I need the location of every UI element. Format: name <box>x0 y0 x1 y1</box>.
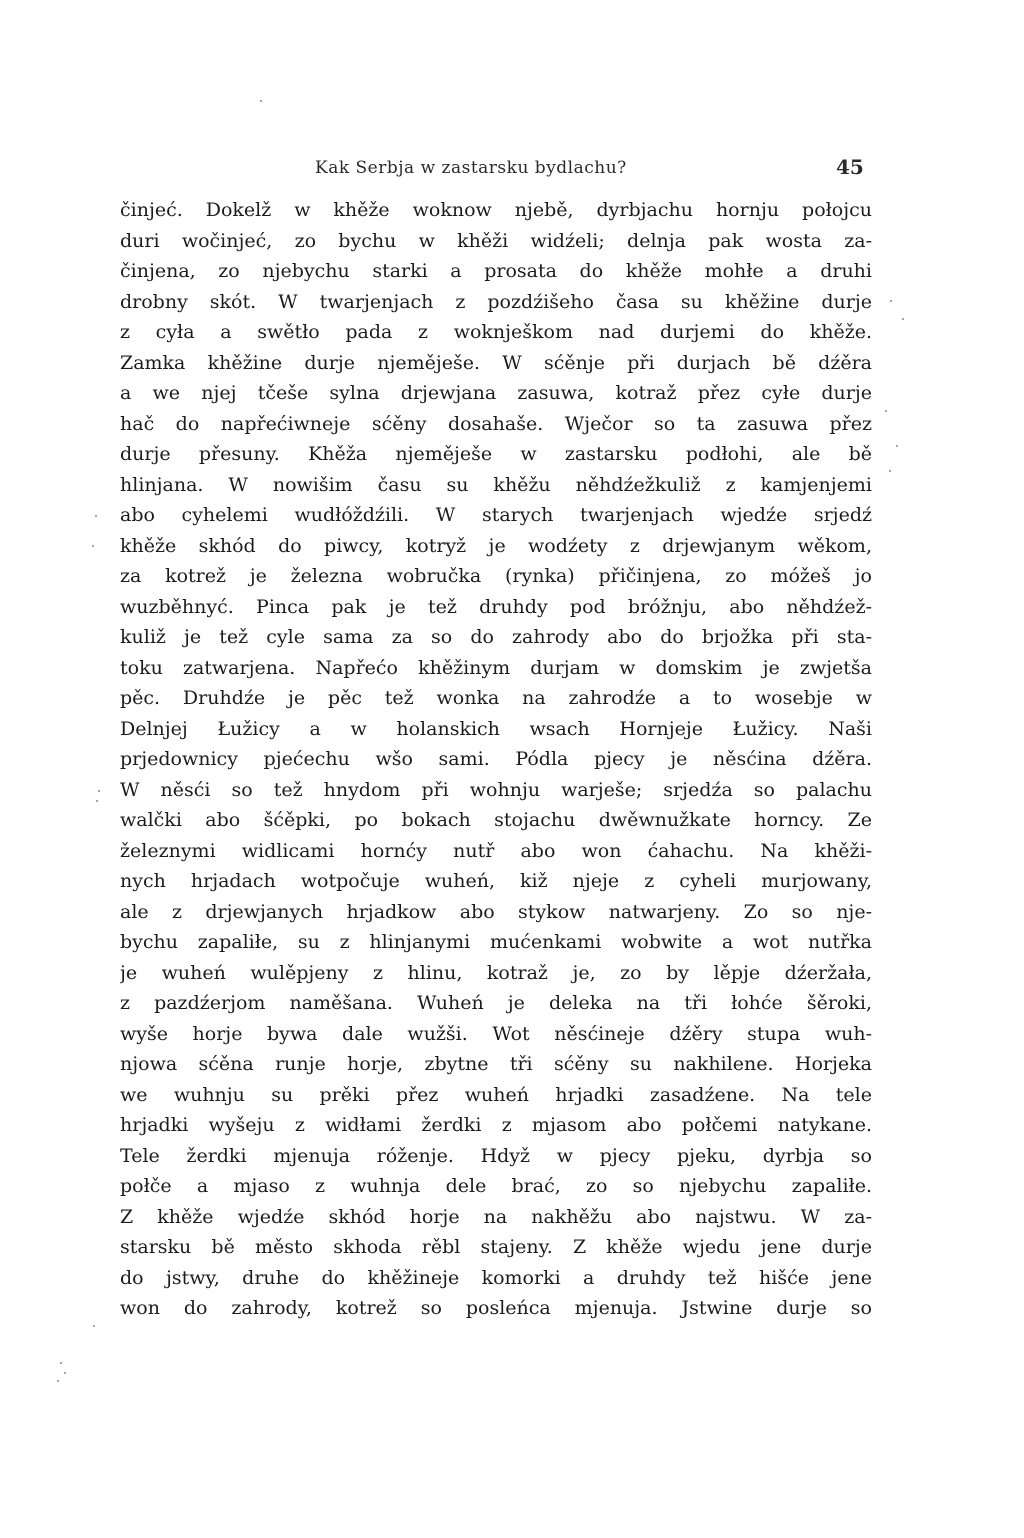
text-line: wyše horje bywa dale wužši. Wot něsćineje dźěry stupa wuh- <box>120 1022 872 1045</box>
text-line: walčki abo šćěpki, po bokach stojachu dwěwnužkate horncy. Ze <box>120 809 872 831</box>
scan-speck <box>98 790 100 792</box>
text-line: toku zatwarjena. Napřećo khěžinym durjam w domskim je zwjetša <box>120 656 872 679</box>
text-line: prjedownicy pjećechu wšo sami. Pódla pjecy je něsćina dźěra. <box>120 748 872 770</box>
page-number: 45 <box>836 155 864 179</box>
text-line: ale z drjewjanych hrjadkow abo stykow natwarjeny. Zo so nje- <box>120 900 872 923</box>
text-line: starsku bě město skhoda rěbl stajeny. Z khěže wjedu jene durje <box>120 1236 872 1258</box>
text-line: bychu zapaliłe, su z hlinjanymi mućenkami wobwite a wot nutřka <box>120 931 872 953</box>
text-line: we wuhnju su prěki přez wuheń hrjadki zasadźene. Na tele <box>120 1083 872 1106</box>
text-line: wuzběhnyć. Pinca pak je tež druhdy pod bróžnju, abo něhdźež- <box>120 595 872 618</box>
scan-speck <box>96 800 98 802</box>
scan-speck <box>93 1325 95 1327</box>
scan-speck <box>64 1372 66 1374</box>
text-line: khěže skhód do piwcy, kotryž je wodźety z drjewjanym wěkom, <box>120 534 872 557</box>
scan-speck <box>95 515 97 517</box>
text-line: Zamka khěžine durje njeměješe. W sćěnje při durjach bě dźěra <box>120 351 872 374</box>
text-line: abo cyhelemi wudłóždźili. W starych twarjenjach wjedźe srjedź <box>120 504 872 526</box>
text-line: won do zahrody, kotrež so posleńca mjenuja. Jstwine durje so <box>120 1297 872 1319</box>
body-text <box>120 195 872 1324</box>
text-line: kuliž je tež cyle sama za so do zahrody abo do brjožka při sta- <box>120 626 872 648</box>
text-line: połče a mjaso z wuhnja dele brać, zo so njebychu zapaliłe. <box>120 1175 872 1197</box>
scan-speck <box>92 545 94 547</box>
text-line: duri wočinjeć, zo bychu w khěži widźeli; delnja pak wosta za- <box>120 229 872 252</box>
scan-speck <box>885 410 887 412</box>
text-line: pěc. Druhdźe je pěc tež wonka na zahrodźe a to wosebje w <box>120 687 872 709</box>
scan-speck <box>57 1380 59 1382</box>
text-line: železnymi widlicami hornćy nutř abo won ćahachu. Na khěži- <box>120 839 872 862</box>
text-line: hrjadki wyšeju z widłami žerdki z mjasom abo połčemi natykane. <box>120 1114 872 1136</box>
text-line: nych hrjadach wotpočuje wuheń, kiž njeje z cyheli murjowany, <box>120 870 872 892</box>
text-line: njowa sćěna runje horje, zbytne tři sćěny su nakhilene. Horjeka <box>120 1053 872 1075</box>
scan-speck <box>896 445 898 447</box>
text-line: z cyła a swětło pada z woknješkom nad durjemi do khěže. <box>120 321 872 343</box>
text-line: Delnjej Łužicy a w holanskich wsach Hornjeje Łužicy. Naši <box>120 717 872 740</box>
text-line: W něsći so tež hnydom při wohnju warješe; srjedźa so palachu <box>120 778 872 801</box>
text-line: hač do napřećiwneje sćěny dosahaše. Wječor so ta zasuwa přez <box>120 412 872 435</box>
text-line: Tele žerdki mjenuja róženje. Hdyž w pjecy pjeku, dyrbja so <box>120 1144 872 1167</box>
text-line: za kotrež je železna wobručka (rynka) přičinjena, zo móžeš jo <box>120 565 872 587</box>
text-line: je wuheń wulěpjeny z hlinu, kotraž je, zo by lěpje dźeržała, <box>120 961 872 984</box>
running-title: Kak Serbja w zastarsku bydlachu? <box>315 158 627 178</box>
text-line: z pazdźerjom naměšana. Wuheń je deleka na tři łohće šěroki, <box>120 992 872 1014</box>
text-line: činjena, zo njebychu starki a prosata do khěže mohłe a druhi <box>120 260 872 282</box>
text-line: durje přesuny. Khěža njeměješe w zastarsku podłohi, ale bě <box>120 443 872 465</box>
text-line: do jstwy, druhe do khěžineje komorki a druhdy tež hišće jene <box>120 1266 872 1289</box>
scan-speck <box>890 300 892 302</box>
text-line: hlinjana. W nowišim času su khěžu něhdźežkuliž z kamjenjemi <box>120 473 872 496</box>
scan-speck <box>889 470 891 472</box>
scan-speck <box>60 1362 62 1364</box>
scan-speck <box>260 100 262 102</box>
text-line: činjeć. Dokelž w khěže woknow njebě, dyrbjachu hornju połojcu <box>120 199 872 221</box>
text-line: Z khěže wjedźe skhód horje na nakhěžu abo najstwu. W za- <box>120 1205 872 1228</box>
scan-speck <box>902 318 904 320</box>
text-line: drobny skót. W twarjenjach z pozdźišeho časa su khěžine durje <box>120 290 872 313</box>
text-line: a we njej tčeše sylna drjewjana zasuwa, kotraž přez cyłe durje <box>120 382 872 404</box>
